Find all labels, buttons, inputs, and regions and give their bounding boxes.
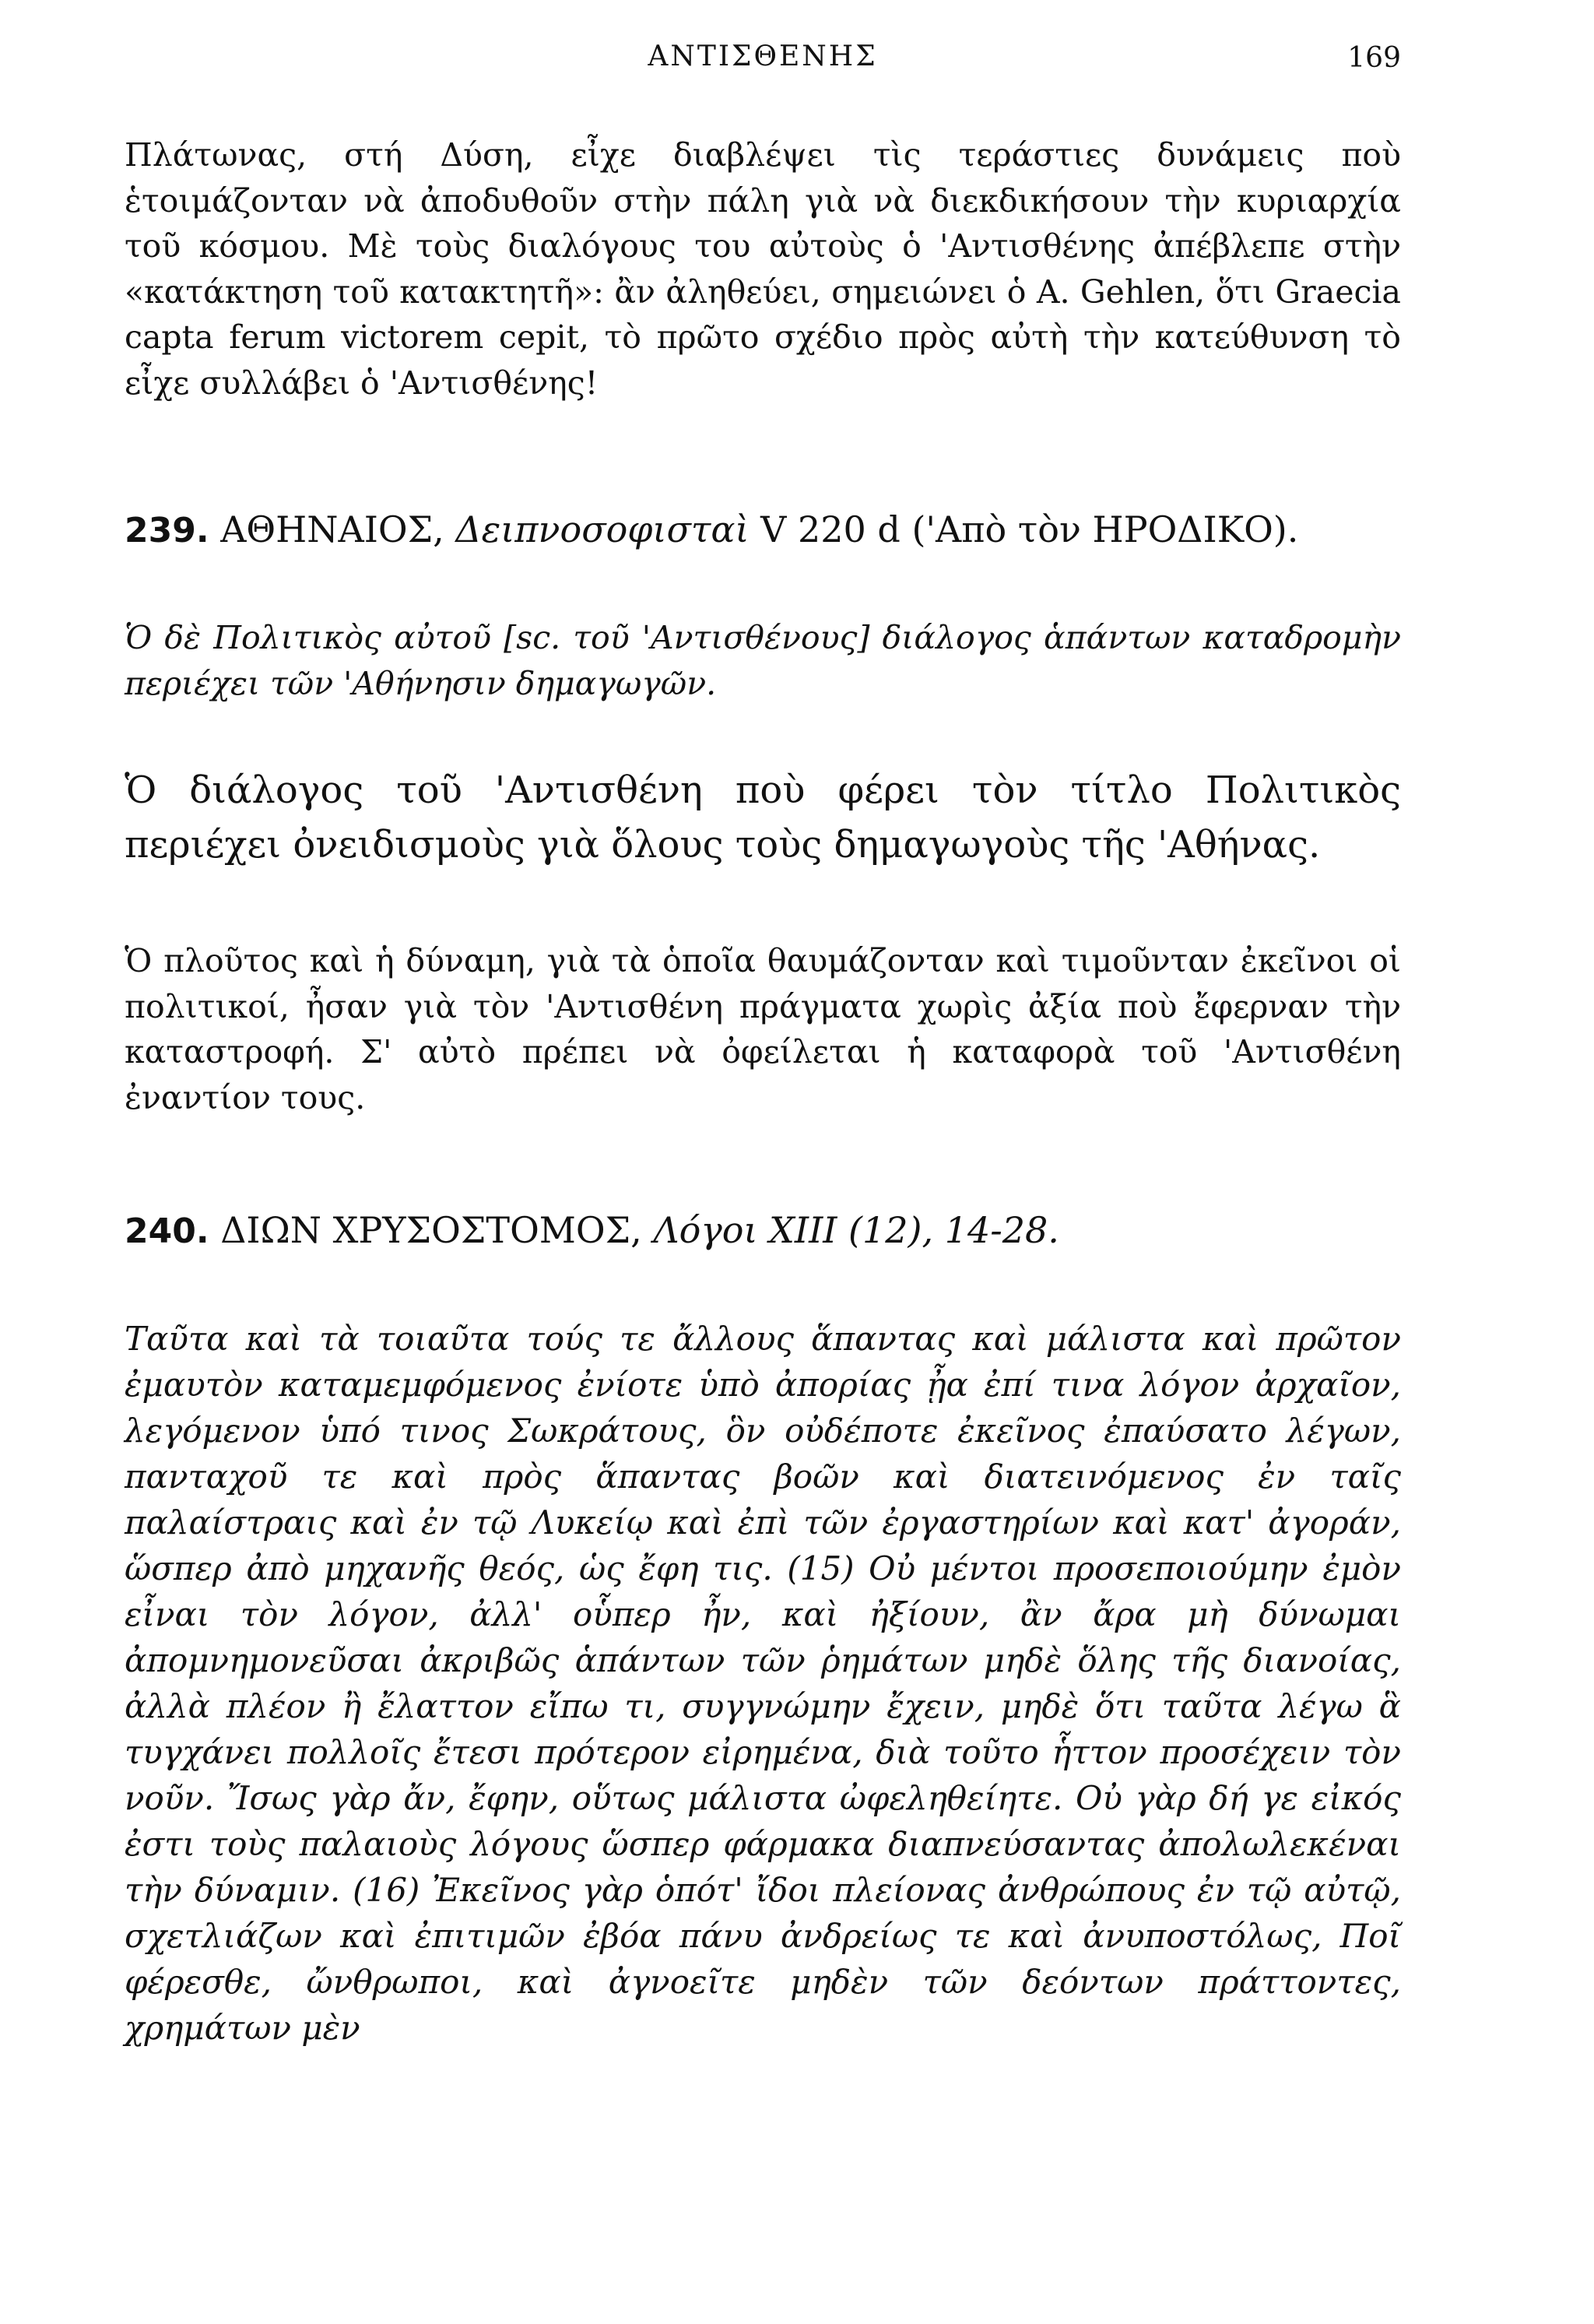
section-number: 240. — [125, 1211, 209, 1251]
section-239-greek-text: Ὁ δὲ Πολιτικὸς αὐτοῦ [sc. τοῦ 'Αντισθένους] διάλογος ἁπάντων καταδρομὴν περιέχει τῶν 'Αθήνησιν δημαγωγῶν. — [125, 619, 1401, 702]
section-240-heading — [125, 1207, 1401, 1255]
source-reference: V 220 d ('Απὸ τὸν ΗΡΟΔΙΚΟ). — [760, 508, 1299, 550]
section-239-commentary: Ὁ πλοῦτος καὶ ἡ δύναμη, γιὰ τὰ ὁποῖα θαυμάζονταν καὶ τιμοῦνταν ἐκεῖνοι οἱ πολιτικοί, ἦσαν γιὰ τὸν 'Αντισθένη πράγματα χωρὶς ἀξία ποὺ ἔφερναν τὴν καταστροφή. Σ' αὐτὸ πρέπει νὰ ὀφείλεται ἡ καταφορὰ τοῦ 'Αντισθένη ἐναντίον τους. — [125, 942, 1401, 1116]
section-239-heading — [125, 506, 1401, 554]
running-title: ΑΝΤΙΣΘΕΝΗΣ — [648, 40, 878, 72]
source-author: ΑΘΗΝΑΙΟΣ, — [220, 508, 444, 550]
section-240-greek-text: Ταῦτα καὶ τὰ τοιαῦτα τούς τε ἄλλους ἅπαντας καὶ μάλιστα καὶ πρῶτον ἐμαυτὸν καταμεμφόμενος ἐνίοτε ὑπὸ ἀπορίας ᾖα ἐπί τινα λόγον ἀρχαῖον, λεγόμενον ὑπό τινος Σωκράτους, ὃν οὐδέποτε ἐκεῖνος ἐπαύσατο λέγων, πανταχοῦ τε καὶ πρὸς ἅπαντας βοῶν καὶ διατεινόμενος ἐν ταῖς παλαίστραις καὶ ἐν τῷ Λυκείῳ καὶ ἐπὶ τῶν ἐργαστηρίων καὶ κατ' ἀγοράν, ὥσπερ ἀπὸ μηχανῆς θεός, ὡς ἔφη τις. (15) Οὐ μέντοι προσεποιούμην ἐμὸν εἶναι τὸν λόγον, ἀλλ' οὗπερ ἦν, καὶ ἠξίουν, ἂν ἄρα μὴ δύνωμαι ἀπομνημονεῦσαι ἀκριβῶς ἁπάντων τῶν ῥημάτων μηδὲ ὅλης τῆς διανοίας, ἀλλὰ πλέον ἢ ἔλαττον εἴπω τι, συγγνώμην ἔχειν, μηδὲ ὅτι ταῦτα λέγω ἃ τυγχάνει πολλοῖς ἔτεσι πρότερον εἰρημένα, διὰ τοῦτο ἧττον προσέχειν τὸν νοῦν. Ἴσως γὰρ ἄν, ἔφην, οὕτως μάλιστα ὠφεληθείητε. Οὐ γὰρ δή γε εἰκός ἐστι τοὺς παλαιοὺς λόγους ὥσπερ φάρμακα διαπνεύσαντας ἀπολωλεκέναι τὴν δύναμιν. (16) Ἐκεῖνος γὰρ ὁπότ' ἴδοι πλείονας ἀνθρώπους ἐν τῷ αὐτῷ, σχετλιάζων καὶ ἐπιτιμῶν ἐβόα πάνυ ἀνδρείως τε καὶ ἀνυποστόλως, Ποῖ φέρεσθε, ὤνθρωποι, καὶ ἀγνοεῖτε μηδὲν τῶν δεόντων πράττοντες, χρημάτων μὲν — [125, 1320, 1401, 2047]
page-header — [125, 40, 1401, 87]
source-work: Λόγοι XIII (12), 14-28. — [653, 1209, 1059, 1251]
source-work: Δειπνοσοφισταὶ — [455, 508, 750, 550]
section-239-translation: Ὁ διάλογος τοῦ 'Αντισθένη ποὺ φέρει τὸν τίτλο Πολιτικὸς περιέχει ὀνειδισμοὺς γιὰ ὅλους τοὺς δημαγωγοὺς τῆς 'Αθήνας. — [125, 768, 1401, 867]
page-number: 169 — [1347, 42, 1401, 74]
intro-paragraph: Πλάτωνας, στή Δύση, εἶχε διαβλέψει τὶς τεράστιες δυνάμεις ποὺ ἑτοιμάζονταν νὰ ἀποδυθοῦν στὴν πάλη γιὰ νὰ διεκδικήσουν τὴν κυριαρχία τοῦ κόσμου. Μὲ τοὺς διαλόγους του αὐτοὺς ὁ 'Αντισθένης ἀπέβλεπε στὴν «κατάκτηση τοῦ κατακτητῆ»: ἂν ἀληθεύει, σημειώνει ὁ Α. Gehlen, ὅτι Graecia capta ferum victorem cepit, τὸ πρῶτο σχέδιο πρὸς αὐτὴ τὴν κατεύθυνση τὸ εἶχε συλλάβει ὁ 'Αντισθένης! — [125, 136, 1401, 402]
section-number: 239. — [125, 511, 209, 550]
source-author: ΔΙΩΝ ΧΡΥΣΟΣΤΟΜΟΣ, — [220, 1209, 642, 1251]
